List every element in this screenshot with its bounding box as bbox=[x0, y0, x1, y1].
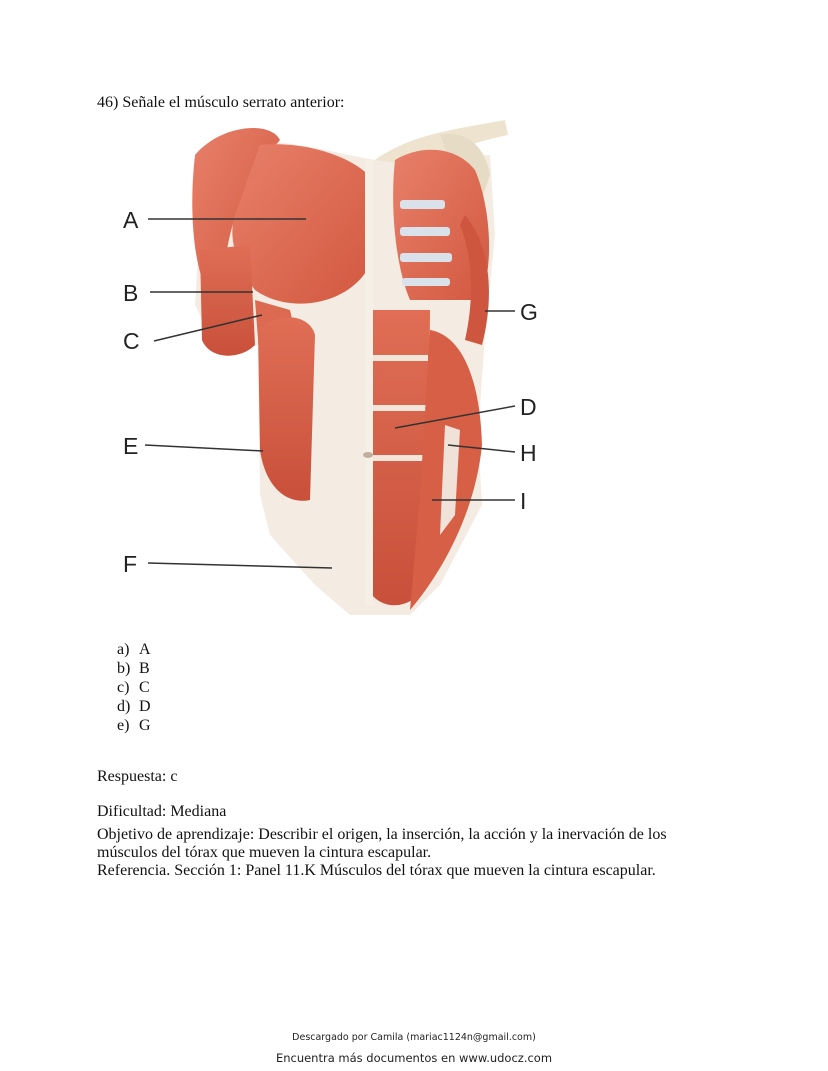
question-text bbox=[97, 94, 344, 112]
label-i: I bbox=[520, 488, 527, 514]
label-a: A bbox=[123, 207, 139, 233]
reference-text: Referencia. Sección 1: Panel 11.K Músculos del tórax que mueven la cintura escapular. bbox=[97, 862, 656, 879]
label-f: F bbox=[123, 551, 138, 577]
answer-text: Respuesta: c bbox=[97, 768, 178, 785]
option-e: e) G bbox=[117, 717, 151, 734]
question-prompt: Señale el músculo serrato anterior: bbox=[122, 94, 345, 111]
label-g: G bbox=[520, 299, 538, 325]
label-c: C bbox=[123, 328, 140, 354]
label-h: H bbox=[520, 440, 537, 466]
label-b: B bbox=[123, 280, 139, 306]
label-d: D bbox=[520, 394, 537, 420]
option-c: c) C bbox=[117, 679, 150, 696]
linea-alba bbox=[365, 160, 373, 605]
anatomy-figure bbox=[110, 115, 560, 620]
downloaded-by-footer: Descargado por Camila (mariac1124n@gmail.com) bbox=[292, 1032, 536, 1043]
torso-muscles-illustration bbox=[110, 115, 560, 620]
label-e: E bbox=[123, 433, 139, 459]
umbilicus bbox=[363, 452, 373, 458]
more-documents-link[interactable]: Encuentra más documentos en www.udocz.com bbox=[275, 1051, 553, 1065]
option-b: b) B bbox=[117, 660, 150, 677]
difficulty-text: Dificultad: Mediana bbox=[97, 803, 227, 820]
biceps-muscle bbox=[200, 245, 255, 356]
pectoralis-major-muscle bbox=[232, 144, 370, 303]
option-a: a) A bbox=[117, 641, 151, 658]
option-d: d) D bbox=[117, 698, 151, 715]
question-number: 46) bbox=[97, 94, 119, 111]
external-oblique-muscle bbox=[258, 317, 315, 500]
answer-options bbox=[117, 640, 151, 735]
learning-objective: Objetivo de aprendizaje: Describir el origen, la inserción, la acción y la inervación de los músculos del tórax que mueven la cintura escapular. bbox=[97, 826, 667, 861]
